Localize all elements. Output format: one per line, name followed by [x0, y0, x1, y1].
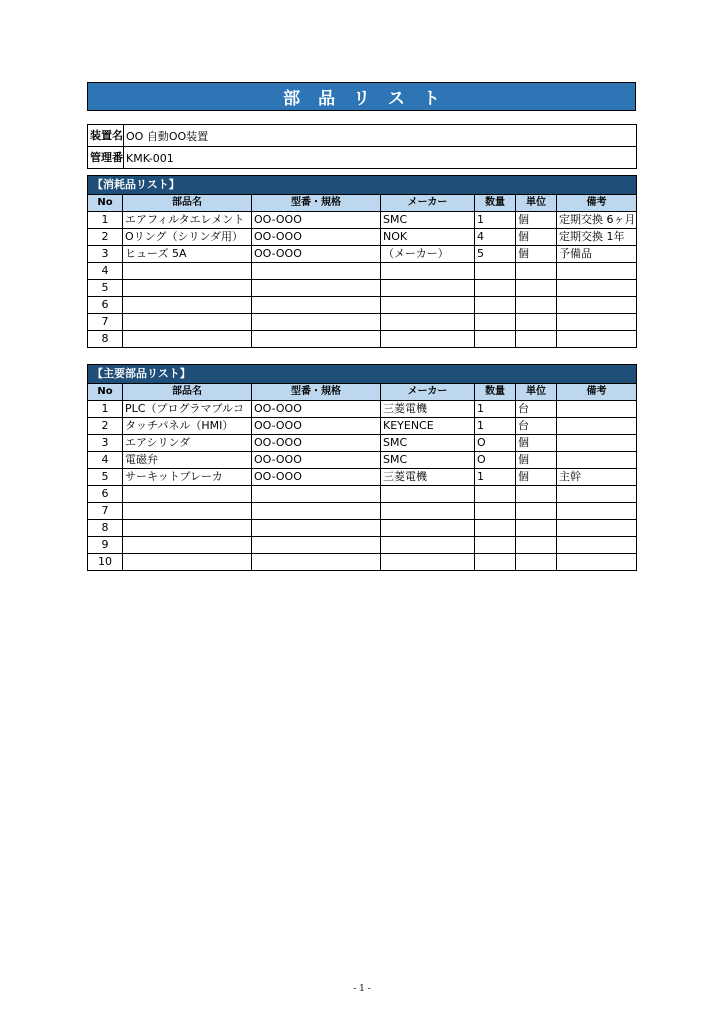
- cell-remarks[interactable]: 予備品: [557, 246, 637, 263]
- header-no: No: [88, 384, 123, 401]
- cell-quantity[interactable]: 1: [475, 469, 516, 486]
- cell-remarks[interactable]: [557, 435, 637, 452]
- cell-maker[interactable]: SMC: [381, 435, 475, 452]
- cell-quantity[interactable]: [475, 520, 516, 537]
- cell-model[interactable]: OO-OOO: [252, 212, 381, 229]
- cell-part-name[interactable]: [123, 537, 252, 554]
- cell-unit[interactable]: 個: [516, 435, 557, 452]
- cell-part-name[interactable]: ヒューズ 5A: [123, 246, 252, 263]
- device-name-value[interactable]: OO 自動OO装置: [124, 125, 637, 147]
- cell-maker[interactable]: [381, 314, 475, 331]
- main-parts-table: [87, 364, 637, 571]
- table-row: [88, 469, 637, 486]
- header-remarks: 備考: [557, 384, 637, 401]
- cell-no: 4: [88, 452, 123, 469]
- cell-quantity[interactable]: O: [475, 452, 516, 469]
- table-row: [88, 554, 637, 571]
- page-title: 部品リスト: [87, 82, 636, 111]
- header-remarks: 備考: [557, 195, 637, 212]
- cell-part-name[interactable]: [123, 314, 252, 331]
- cell-no: 6: [88, 486, 123, 503]
- cell-quantity[interactable]: 1: [475, 418, 516, 435]
- table-row: [88, 520, 637, 537]
- header-unit: 単位: [516, 195, 557, 212]
- cell-part-name[interactable]: [123, 554, 252, 571]
- cell-unit[interactable]: [516, 263, 557, 280]
- cell-no: 3: [88, 246, 123, 263]
- cell-no: 1: [88, 212, 123, 229]
- cell-unit[interactable]: 個: [516, 212, 557, 229]
- cell-unit[interactable]: 個: [516, 469, 557, 486]
- table-row: [88, 418, 637, 435]
- consumables-header-row: [88, 195, 637, 212]
- cell-model[interactable]: [252, 554, 381, 571]
- table-row: [88, 331, 637, 348]
- cell-quantity[interactable]: 1: [475, 212, 516, 229]
- cell-model[interactable]: [252, 331, 381, 348]
- cell-unit[interactable]: [516, 554, 557, 571]
- cell-no: 6: [88, 297, 123, 314]
- table-row: [88, 537, 637, 554]
- cell-no: 10: [88, 554, 123, 571]
- cell-model[interactable]: OO-OOO: [252, 401, 381, 418]
- cell-remarks[interactable]: [557, 401, 637, 418]
- cell-part-name[interactable]: [123, 331, 252, 348]
- cell-model[interactable]: [252, 520, 381, 537]
- table-row: [88, 401, 637, 418]
- cell-part-name[interactable]: PLC（プログラマブルコ: [123, 401, 252, 418]
- cell-maker[interactable]: [381, 280, 475, 297]
- management-number-label: 管理番: [88, 147, 124, 169]
- table-row: [88, 246, 637, 263]
- table-row: [88, 297, 637, 314]
- cell-maker[interactable]: [381, 520, 475, 537]
- cell-maker[interactable]: 三菱電機: [381, 401, 475, 418]
- cell-quantity[interactable]: [475, 331, 516, 348]
- cell-unit[interactable]: [516, 314, 557, 331]
- cell-maker[interactable]: KEYENCE: [381, 418, 475, 435]
- cell-part-name[interactable]: エアシリンダ: [123, 435, 252, 452]
- cell-quantity[interactable]: [475, 537, 516, 554]
- cell-remarks[interactable]: [557, 297, 637, 314]
- cell-maker[interactable]: [381, 537, 475, 554]
- cell-model[interactable]: OO-OOO: [252, 469, 381, 486]
- cell-model[interactable]: [252, 503, 381, 520]
- cell-unit[interactable]: 個: [516, 452, 557, 469]
- cell-remarks[interactable]: [557, 537, 637, 554]
- header-no: No: [88, 195, 123, 212]
- cell-model[interactable]: OO-OOO: [252, 418, 381, 435]
- cell-no: 7: [88, 503, 123, 520]
- cell-unit[interactable]: [516, 331, 557, 348]
- cell-remarks[interactable]: [557, 520, 637, 537]
- cell-no: 2: [88, 418, 123, 435]
- cell-model[interactable]: OO-OOO: [252, 246, 381, 263]
- management-number-value[interactable]: KMK-001: [124, 147, 637, 169]
- cell-model[interactable]: OO-OOO: [252, 229, 381, 246]
- page-number: - 1 -: [353, 984, 371, 994]
- cell-maker[interactable]: SMC: [381, 212, 475, 229]
- header-quantity: 数量: [475, 384, 516, 401]
- table-row: [88, 435, 637, 452]
- cell-remarks[interactable]: [557, 503, 637, 520]
- cell-part-name[interactable]: [123, 486, 252, 503]
- cell-unit[interactable]: [516, 503, 557, 520]
- table-row: [88, 212, 637, 229]
- cell-maker[interactable]: [381, 503, 475, 520]
- cell-remarks[interactable]: [557, 280, 637, 297]
- cell-remarks[interactable]: [557, 331, 637, 348]
- cell-remarks[interactable]: 定期交換 1年: [557, 229, 637, 246]
- cell-no: 7: [88, 314, 123, 331]
- cell-maker[interactable]: NOK: [381, 229, 475, 246]
- cell-maker[interactable]: SMC: [381, 452, 475, 469]
- cell-no: 5: [88, 280, 123, 297]
- cell-maker[interactable]: 三菱電機: [381, 469, 475, 486]
- cell-maker[interactable]: [381, 331, 475, 348]
- device-name-row: [88, 125, 637, 147]
- cell-quantity[interactable]: [475, 503, 516, 520]
- cell-quantity[interactable]: O: [475, 435, 516, 452]
- cell-remarks[interactable]: [557, 314, 637, 331]
- cell-part-name[interactable]: [123, 503, 252, 520]
- cell-model[interactable]: [252, 486, 381, 503]
- cell-unit[interactable]: [516, 280, 557, 297]
- cell-quantity[interactable]: [475, 486, 516, 503]
- table-row: [88, 280, 637, 297]
- header-model: 型番・規格: [252, 384, 381, 401]
- cell-quantity[interactable]: [475, 263, 516, 280]
- cell-model[interactable]: [252, 297, 381, 314]
- cell-no: 2: [88, 229, 123, 246]
- header-maker: メーカー: [381, 195, 475, 212]
- cell-no: 5: [88, 469, 123, 486]
- cell-part-name[interactable]: エアフィルタエレメント: [123, 212, 252, 229]
- cell-quantity[interactable]: [475, 554, 516, 571]
- cell-part-name[interactable]: [123, 520, 252, 537]
- cell-no: 8: [88, 331, 123, 348]
- table-row: [88, 263, 637, 280]
- cell-part-name[interactable]: [123, 263, 252, 280]
- cell-remarks[interactable]: [557, 263, 637, 280]
- cell-part-name[interactable]: 電磁弁: [123, 452, 252, 469]
- table-row: [88, 229, 637, 246]
- table-row: [88, 503, 637, 520]
- header-part-name: 部品名: [123, 384, 252, 401]
- cell-no: 9: [88, 537, 123, 554]
- header-unit: 単位: [516, 384, 557, 401]
- table-row: [88, 314, 637, 331]
- header-part-name: 部品名: [123, 195, 252, 212]
- management-number-row: [88, 147, 637, 169]
- cell-unit[interactable]: 個: [516, 246, 557, 263]
- cell-no: 3: [88, 435, 123, 452]
- cell-no: 1: [88, 401, 123, 418]
- cell-part-name[interactable]: サーキットブレーカ: [123, 469, 252, 486]
- cell-maker[interactable]: [381, 263, 475, 280]
- cell-maker[interactable]: [381, 297, 475, 314]
- cell-model[interactable]: [252, 280, 381, 297]
- cell-quantity[interactable]: 4: [475, 229, 516, 246]
- cell-unit[interactable]: 台: [516, 401, 557, 418]
- cell-model[interactable]: [252, 537, 381, 554]
- cell-remarks[interactable]: 定期交換 6ヶ月: [557, 212, 637, 229]
- cell-model[interactable]: [252, 314, 381, 331]
- cell-unit[interactable]: [516, 537, 557, 554]
- main-parts-section-title: 【主要部品リスト】: [88, 365, 637, 384]
- cell-part-name[interactable]: Oリング（シリンダ用）: [123, 229, 252, 246]
- cell-unit[interactable]: [516, 486, 557, 503]
- cell-maker[interactable]: （メーカー）: [381, 246, 475, 263]
- consumables-section-title: 【消耗品リスト】: [88, 176, 637, 195]
- cell-quantity[interactable]: [475, 280, 516, 297]
- cell-model[interactable]: OO-OOO: [252, 435, 381, 452]
- cell-remarks[interactable]: [557, 418, 637, 435]
- cell-quantity[interactable]: [475, 297, 516, 314]
- device-info-table: [87, 124, 637, 169]
- cell-unit[interactable]: 台: [516, 418, 557, 435]
- cell-remarks[interactable]: 主幹: [557, 469, 637, 486]
- main-parts-header-row: [88, 384, 637, 401]
- cell-unit[interactable]: 個: [516, 229, 557, 246]
- cell-part-name[interactable]: [123, 280, 252, 297]
- table-row: [88, 486, 637, 503]
- header-model: 型番・規格: [252, 195, 381, 212]
- cell-model[interactable]: [252, 263, 381, 280]
- consumables-table: [87, 175, 637, 348]
- cell-model[interactable]: OO-OOO: [252, 452, 381, 469]
- cell-part-name[interactable]: [123, 297, 252, 314]
- cell-unit[interactable]: [516, 520, 557, 537]
- cell-quantity[interactable]: [475, 314, 516, 331]
- cell-part-name[interactable]: タッチパネル（HMI）: [123, 418, 252, 435]
- cell-no: 8: [88, 520, 123, 537]
- header-maker: メーカー: [381, 384, 475, 401]
- cell-quantity[interactable]: 1: [475, 401, 516, 418]
- cell-no: 4: [88, 263, 123, 280]
- cell-maker[interactable]: [381, 486, 475, 503]
- cell-unit[interactable]: [516, 297, 557, 314]
- device-name-label: 装置名: [88, 125, 124, 147]
- cell-remarks[interactable]: [557, 452, 637, 469]
- cell-remarks[interactable]: [557, 486, 637, 503]
- cell-remarks[interactable]: [557, 554, 637, 571]
- cell-quantity[interactable]: 5: [475, 246, 516, 263]
- table-row: [88, 452, 637, 469]
- header-quantity: 数量: [475, 195, 516, 212]
- cell-maker[interactable]: [381, 554, 475, 571]
